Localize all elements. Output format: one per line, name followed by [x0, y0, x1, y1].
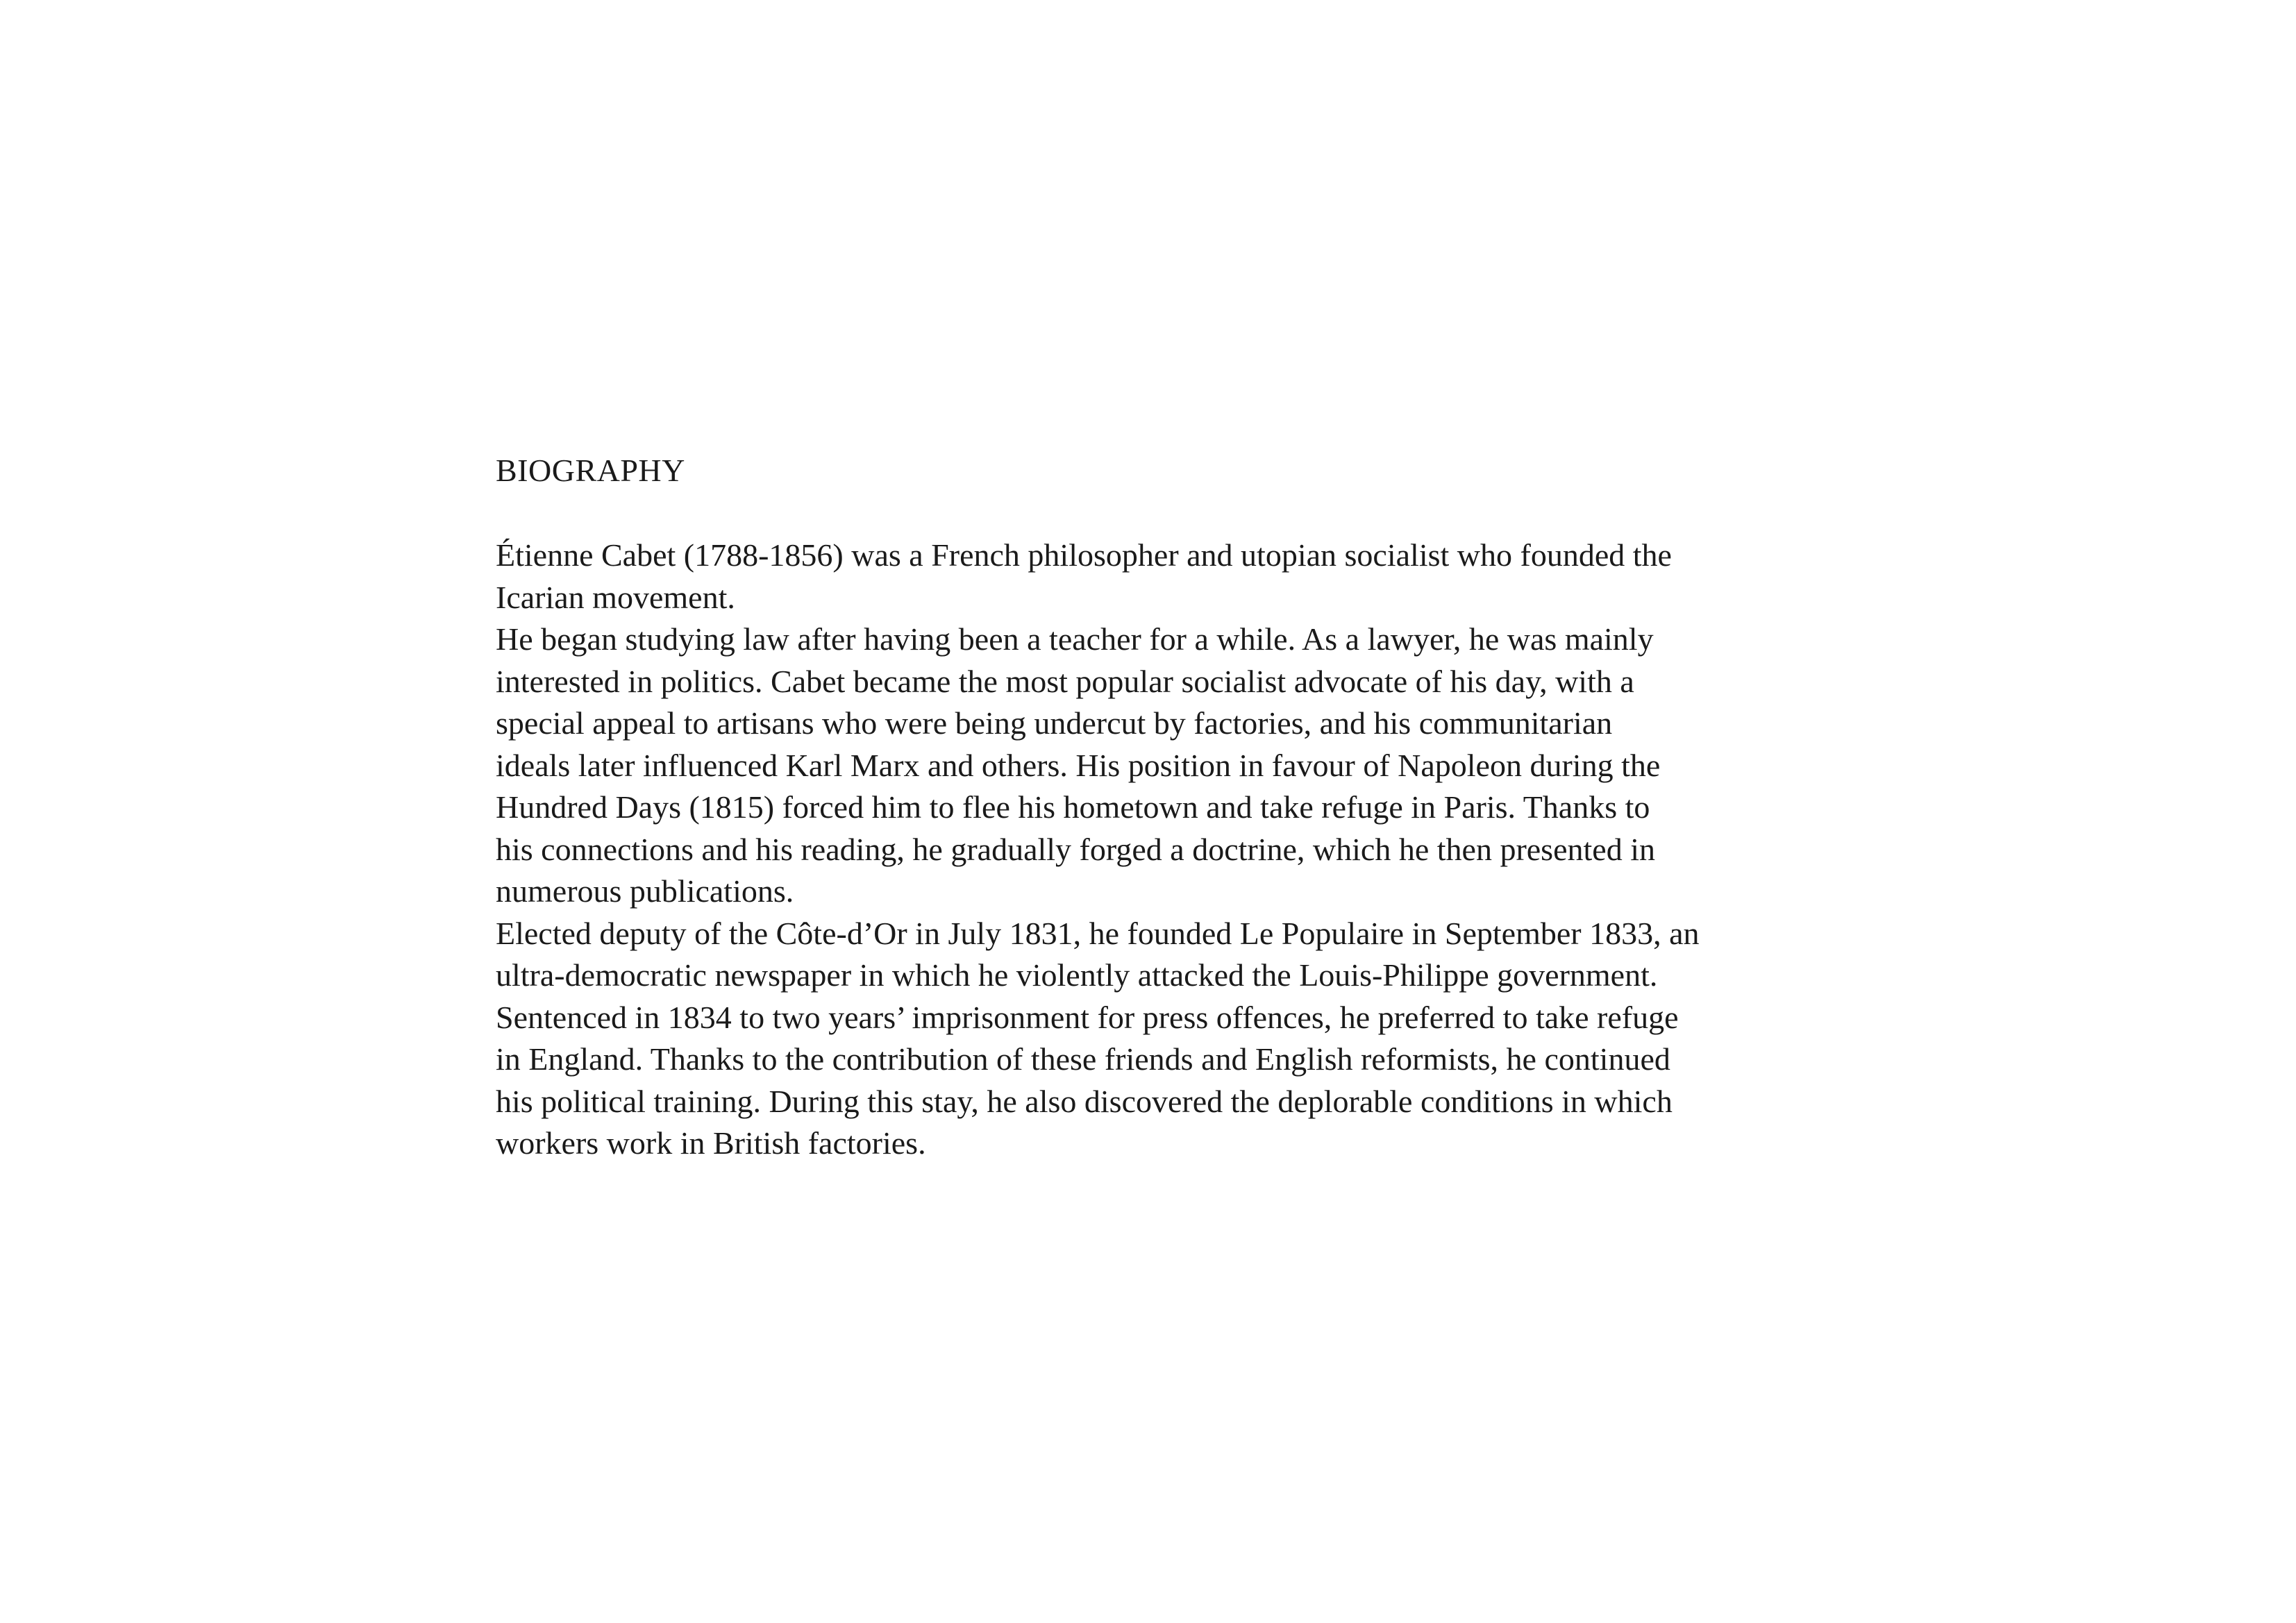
text-line: Hundred Days (1815) forced him to flee his hometown and take refuge in Paris. Thanks to [496, 789, 1650, 825]
text-line: interested in politics. Cabet became the most popular socialist advocate of his day, with a [496, 663, 1634, 699]
text-line: Sentenced in 1834 to two years’ imprisonment for press offences, he preferred to take refuge [496, 999, 1679, 1035]
text-line: special appeal to artisans who were being undercut by factories, and his communitarian [496, 705, 1613, 741]
text-line: Elected deputy of the Côte-d’Or in July 1831, he founded Le Populaire in September 1833, an [496, 915, 1700, 951]
text-line: in England. Thanks to the contribution of these friends and English reformists, he continued [496, 1041, 1670, 1077]
paragraph-intro [496, 535, 1815, 619]
text-line: He began studying law after having been a teacher for a while. As a lawyer, he was mainly [496, 621, 1654, 657]
paragraph-career [496, 619, 1815, 913]
text-line: Icarian movement. [496, 579, 735, 615]
text-line: numerous publications. [496, 873, 794, 909]
text-line: Étienne Cabet (1788-1856) was a French philosopher and utopian socialist who founded the [496, 537, 1672, 573]
text-line: ideals later influenced Karl Marx and others. His position in favour of Napoleon during the [496, 747, 1661, 783]
text-line: his connections and his reading, he gradually forged a doctrine, which he then presented in [496, 831, 1655, 867]
biography-heading: BIOGRAPHY [496, 453, 685, 488]
text-line: ultra-democratic newspaper in which he violently attacked the Louis-Philippe government. [496, 957, 1658, 993]
text-line: workers work in British factories. [496, 1125, 926, 1161]
paragraph-politics [496, 913, 1815, 1165]
biography-section [496, 450, 1815, 1165]
text-line: his political training. During this stay, he also discovered the deplorable conditions in which [496, 1083, 1673, 1119]
